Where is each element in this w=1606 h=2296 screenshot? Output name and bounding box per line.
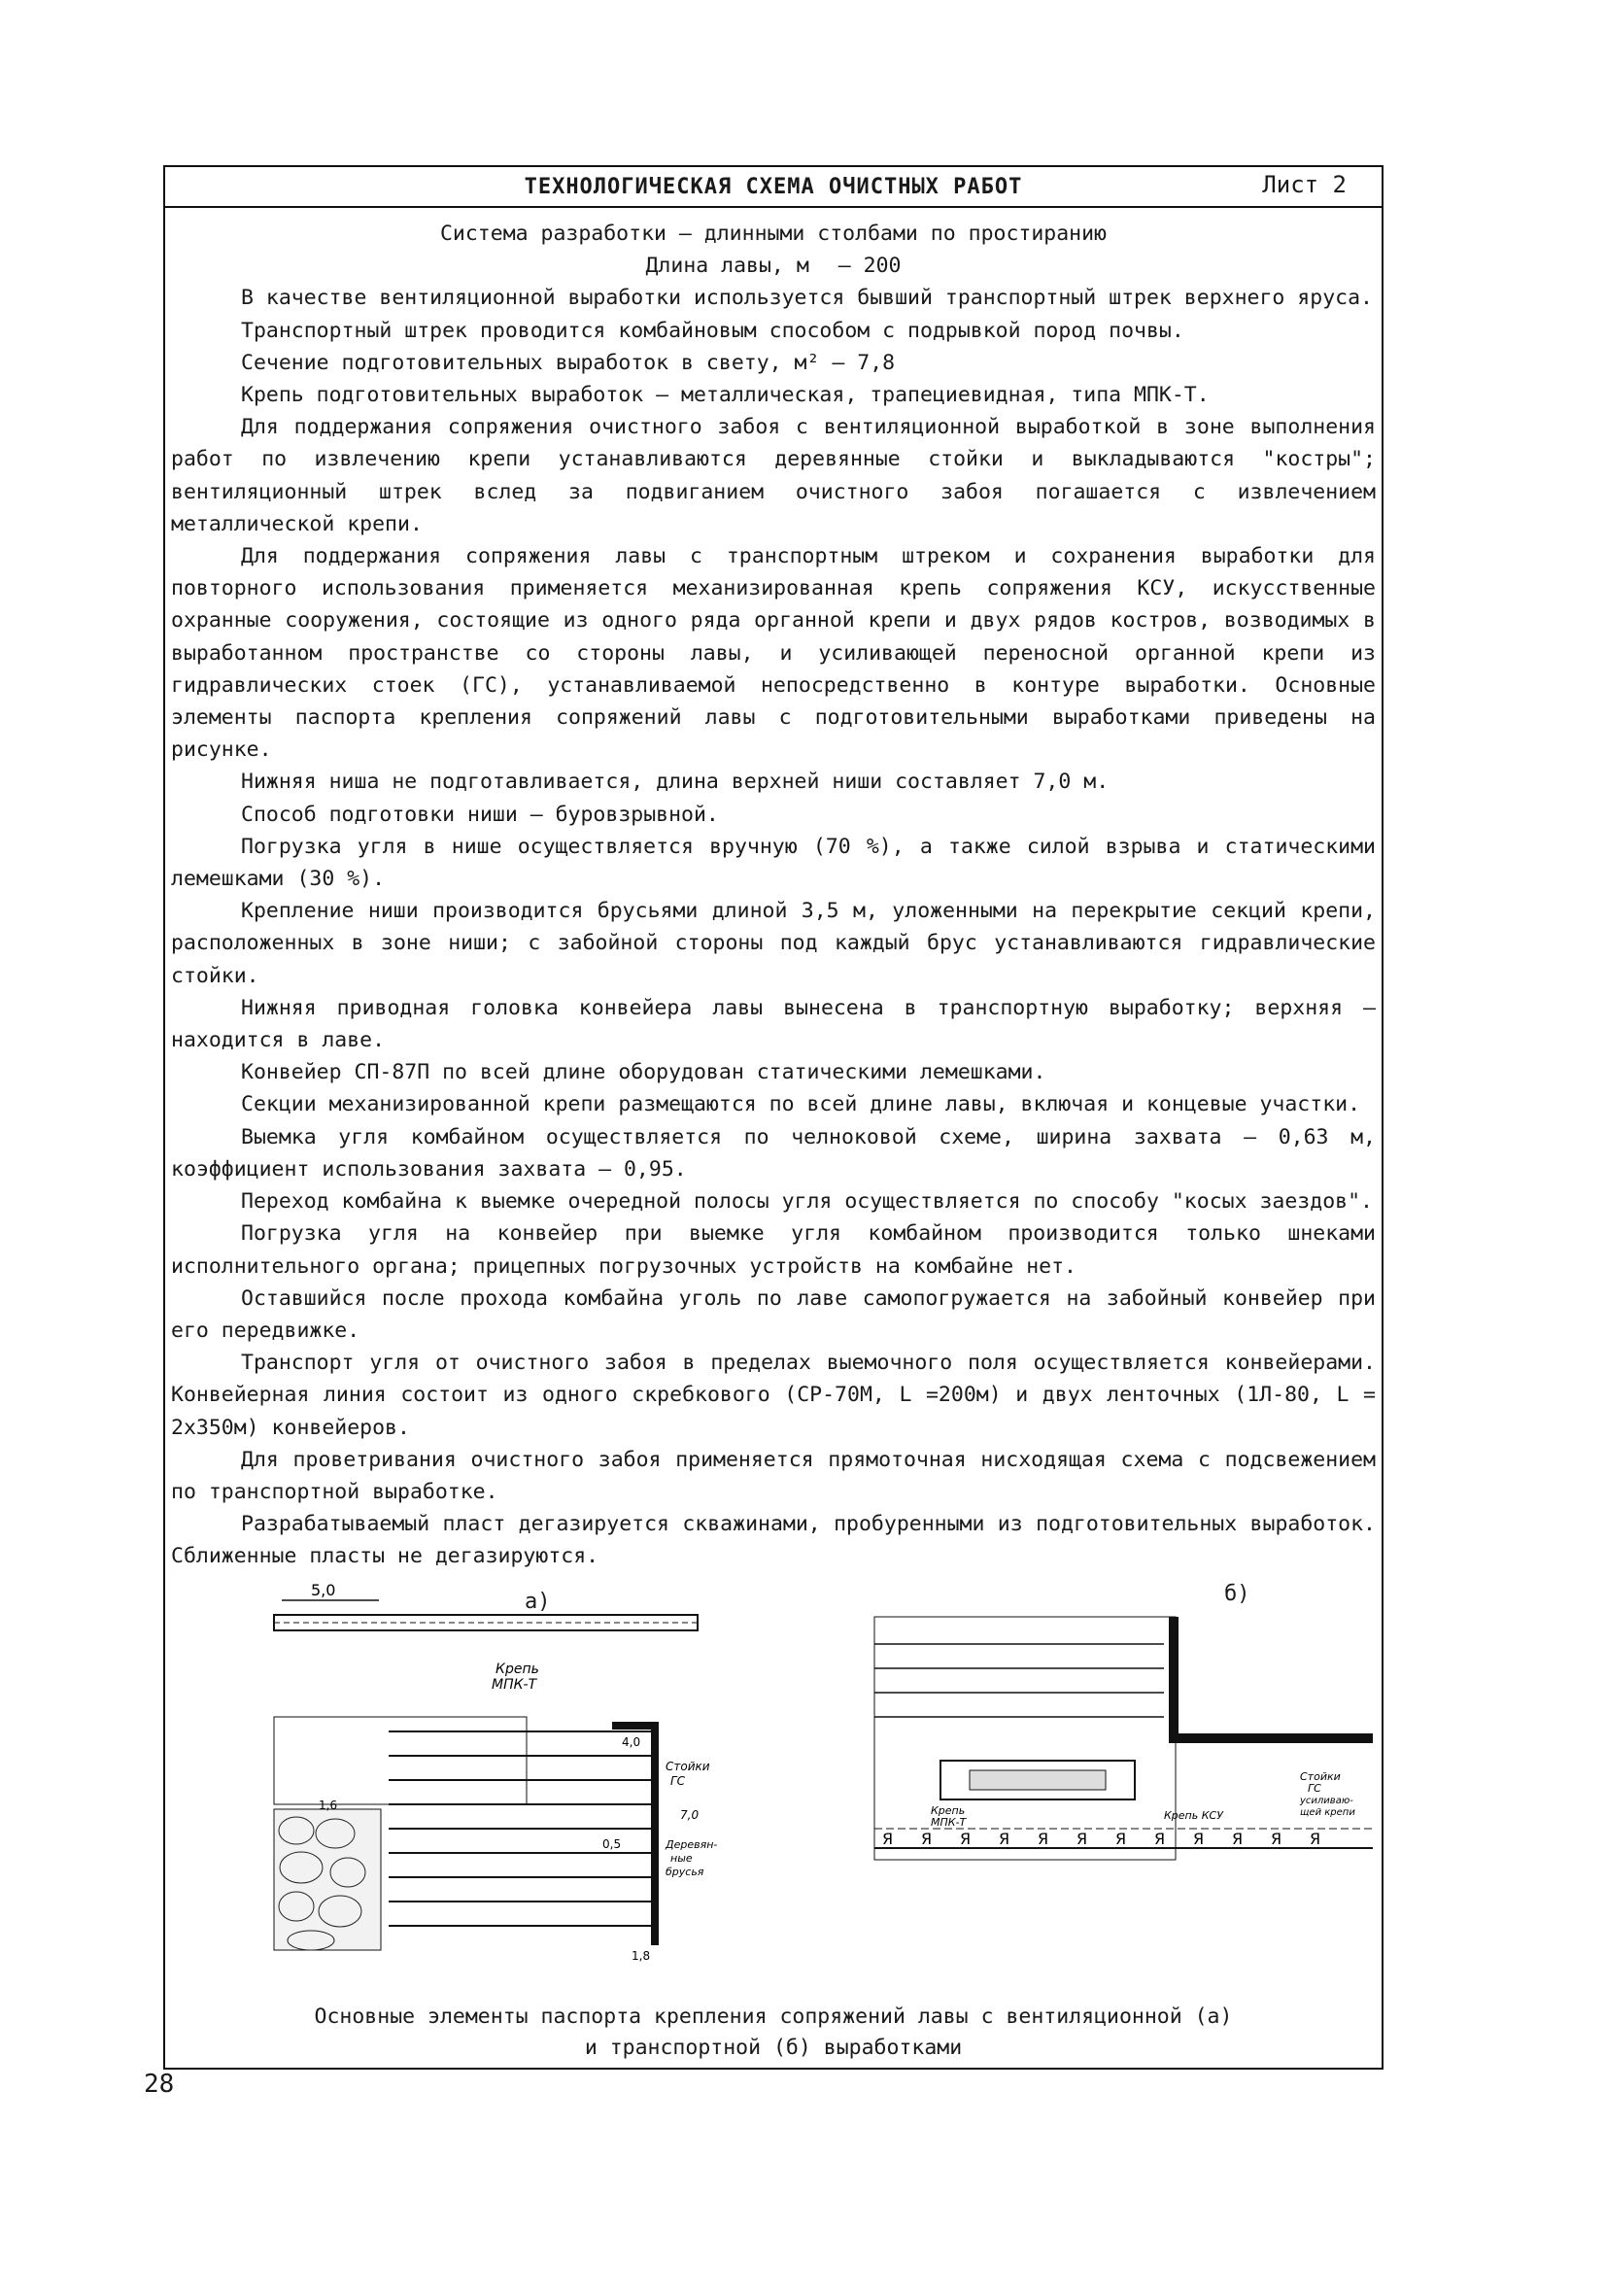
paragraph: Нижняя приводная головка конвейера лавы вынесена в транспортную выработку; верхняя – находится в лаве. [171, 995, 1376, 1053]
support-label-1: Крепь [495, 1662, 539, 1677]
document-frame [163, 165, 1384, 2070]
wood-label-2: ные [670, 1852, 693, 1865]
length-label: Длина лавы, м [645, 254, 809, 279]
svg-text:Я: Я [1076, 1830, 1088, 1848]
length-line [171, 250, 1376, 282]
page-number: 28 [144, 2070, 175, 2099]
paragraph: Разрабатываемый пласт дегазируется скважинами, пробуренными из подготовительных выработок. Сближенные пласты не дегазируются. [171, 1512, 1376, 1569]
paragraph: Транспорт угля от очистного забоя в пределах выемочного поля осуществляется конвейерами. Конвейерная линия состоит из одного скребкового (СР-70М, L =200м) и двух ленточных (1Л-80, L = 2х350м) конвейеров. [171, 1351, 1376, 1440]
dim-4: 4,0 [622, 1735, 641, 1749]
wood-label-1: Деревян- [666, 1838, 718, 1851]
dim-top: 5,0 [311, 1581, 336, 1599]
figure-a-label: а) [525, 1590, 551, 1614]
paragraph: Транспортный штрек проводится комбайновым способом с подрывкой пород почвы. [241, 318, 1184, 343]
system-line: Система разработки – длинными столбами по простиранию [439, 222, 1108, 246]
header [165, 167, 1382, 208]
dim-height: 7,0 [680, 1808, 700, 1822]
paragraph: Секции механизированной крепи размещаются по всей длине лавы, включая и концевые участки. [241, 1092, 1361, 1117]
svg-text:Я: Я [960, 1830, 972, 1848]
post-label-1: Стойки [666, 1760, 710, 1773]
svg-text:Я: Я [1232, 1830, 1244, 1848]
paragraph: Погрузка угля на конвейер при выемке угля комбайном производится только шнеками исполнительного органа; прицепных погрузочных устройств на комбайне нет. [171, 1221, 1376, 1279]
paragraph: Оставшийся после прохода комбайна уголь по лаве самопогружается на забойный конвейер при его передвижке. [171, 1285, 1376, 1343]
sheet-number: Лист 2 [1262, 171, 1347, 198]
paragraph: В качестве вентиляционной выработки используется бывший транспортный штрек верхнего яруса. [241, 286, 1373, 311]
caption-line-1: Основные элементы паспорта крепления сопряжений лавы с вентиляционной (а) [314, 2005, 1233, 2029]
paragraph: Выемка угля комбайном осуществляется по челноковой схеме, ширина захвата – 0,63 м, коэффициент использования захвата – 0,95. [171, 1124, 1376, 1182]
ksu-label: Крепь КСУ [1164, 1809, 1223, 1822]
dim-left: 1,6 [319, 1799, 338, 1812]
dim-2: 0,5 [602, 1837, 622, 1851]
posts-3: усиливаю- [1300, 1796, 1353, 1806]
dim-bottom: 1,8 [632, 1949, 651, 1963]
svg-text:Я: Я [1193, 1830, 1205, 1848]
length-value: – 200 [837, 254, 902, 279]
svg-text:Я: Я [1115, 1830, 1127, 1848]
paragraph: Сечение подготовительных выработок в свету, м² – 7,8 [241, 350, 896, 375]
figure-a [272, 1576, 718, 1965]
paragraph: Крепление ниши производится брусьями длиной 3,5 м, уложенными на перекрытие секций крепи, расположенных в зоне ниши; с забойной стороны под каждый брус устанавливаются гидравлические стойки. [171, 899, 1376, 988]
posts-2: ГС [1308, 1782, 1321, 1795]
svg-text:Я: Я [1271, 1830, 1282, 1848]
svg-text:Я: Я [1038, 1830, 1049, 1848]
svg-text:Я: Я [1154, 1830, 1166, 1848]
support-2: МПК-Т [931, 1816, 967, 1829]
svg-text:Я: Я [921, 1830, 933, 1848]
paragraph: Нижняя ниша не подготавливается, длина верхней ниши составляет 7,0 м. [241, 770, 1110, 795]
support-label-2: МПК-Т [492, 1677, 537, 1693]
paragraph: Для поддержания сопряжения лавы с транспортным штреком и сохранения выработки для повторного использования применяется механизированная крепь сопряжения КСУ, искусственные охранные сооружения, состоящие из одного ряда органной крепи и двух рядов костров, возводимых в выработанном пространстве со стороны лавы, и усиливающей переносной органной крепи из гидравлических стоек (ГС), устанавливаемой непосредственно в контуре выработки. Основные элементы паспорта крепления сопряжений лавы с подготовительными выработками приведены на рисунке. [171, 544, 1376, 763]
wood-label-3: брусья [666, 1866, 704, 1878]
figures [272, 1576, 1399, 1965]
paragraph: Для проветривания очистного забоя применяется прямоточная нисходящая схема с подсвежением по транспортной выработке. [171, 1447, 1376, 1504]
posts-1: Стойки [1300, 1770, 1341, 1783]
figure-caption [165, 2002, 1382, 2064]
post-label-2: ГС [670, 1774, 686, 1788]
caption-line-2: и транспортной (б) выработками [584, 2036, 963, 2060]
document-body [171, 218, 1376, 1573]
paragraph: Для поддержания сопряжения очистного забоя с вентиляционной выработкой в зоне выполнения работ по извлечению крепи устанавливаются деревянные стойки и выкладываются "костры"; вентиляционный штрек вслед за подвиганием очистного забоя погашается с извлечением металлической крепи. [171, 415, 1376, 536]
svg-text:Я: Я [882, 1830, 894, 1848]
paragraph: Способ подготовки ниши – буровзрывной. [241, 802, 719, 827]
posts-4: щей крепи [1300, 1807, 1355, 1818]
paragraph: Крепь подготовительных выработок – металлическая, трапециевидная, типа МПК-Т. [241, 383, 1210, 408]
svg-text:Я: Я [999, 1830, 1010, 1848]
figure-b-label: б) [1224, 1582, 1250, 1606]
paragraph: Конвейер СП-87П по всей длине оборудован статическими лемешками. [241, 1060, 1046, 1085]
support-1: Крепь [931, 1804, 966, 1817]
paragraph: Переход комбайна к выемке очередной полосы угля осуществляется по способу "косых заездов". [241, 1189, 1373, 1215]
svg-text:Я: Я [1310, 1830, 1321, 1848]
paragraph: Погрузка угля в нише осуществляется вручную (70 %), а также силой взрыва и статическими лемешками (30 %). [171, 834, 1376, 892]
page-title: ТЕХНОЛОГИЧЕСКАЯ СХЕМА ОЧИСТНЫХ РАБОТ [524, 175, 1023, 199]
figure-b [872, 1615, 1378, 1868]
